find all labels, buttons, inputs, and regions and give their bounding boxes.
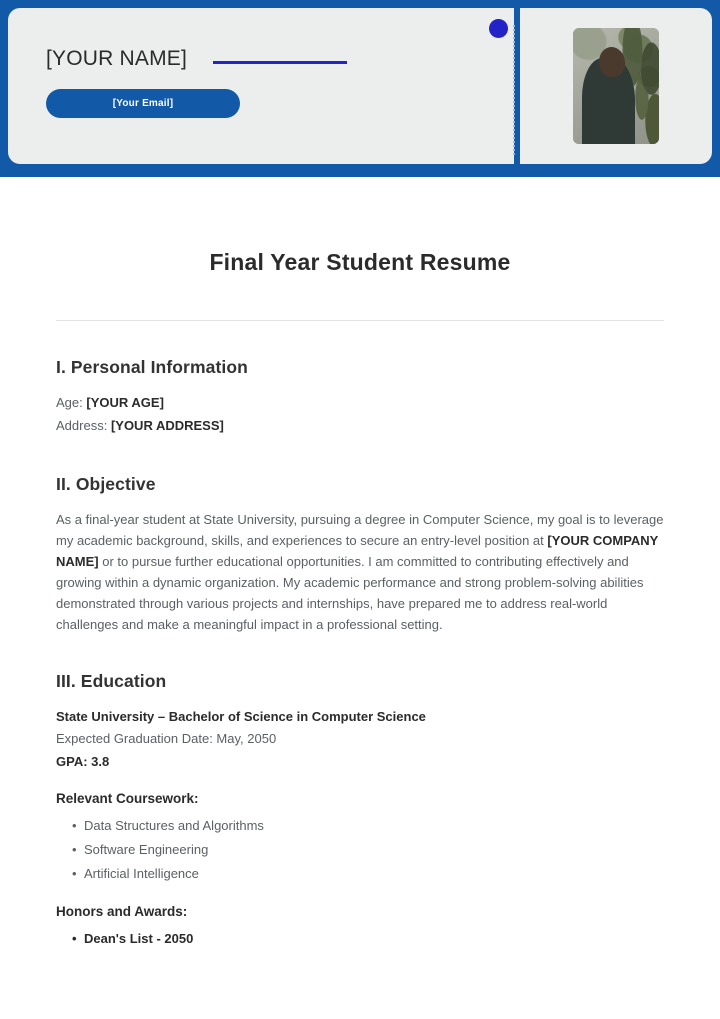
list-item: • Software Engineering [74,838,664,862]
name-placeholder[interactable]: [YOUR NAME] [46,47,188,70]
section-heading-personal-information: I. Personal Information [56,357,248,377]
header-photo-card [520,8,712,164]
header-card-group [8,8,712,164]
profile-photo [573,28,659,144]
education-school-line: State University – Bachelor of Science in Computer Science [56,708,426,724]
title-divider [56,320,664,321]
personal-info-row-address [56,415,664,438]
objective-text-part-2: or to pursue further educational opportunities. I am committed to contributing effectively and growing within a dynamic organization. My academic performance and strong problem-solving abilities demonstrated through various projects and internships, have prepared me to address real-world challenges and make a meaningful impact in a professional setting. [56,553,644,632]
objective-paragraph [56,509,664,635]
resume-header-band [0,0,720,177]
list-item: • Artificial Intelligence [74,862,664,886]
education-graduation-line: Expected Graduation Date: May, 2050 [56,731,277,747]
dot-icon [489,19,508,38]
resume-body [0,249,720,951]
education-gpa-line: GPA: 3.8 [56,753,110,769]
personal-info-row-age [56,392,664,415]
objective-text-part-1: As a final-year student at State University, pursuing a degree in Computer Science, my goal is to leverage my academic background, skills, and experiences to secure an entry-level position at [56,511,664,548]
age-value[interactable]: [YOUR AGE] [86,395,164,410]
coursework-heading: Relevant Coursework: [56,791,199,807]
coursework-list [56,814,664,886]
age-label: Age: [56,395,83,410]
address-label: Address: [56,417,108,433]
email-pill[interactable]: [Your Email] [46,89,240,118]
dotted-divider-icon [513,25,515,155]
education-block [56,706,664,773]
list-item: • Data Structures and Algorithms [74,814,664,838]
photo-person-head [599,47,625,77]
list-item: • Dean's List - 2050 [74,927,664,951]
name-underline-rule [213,61,347,64]
company-name-placeholder[interactable]: [YOUR COMPANY NAME] [56,532,659,569]
section-heading-objective: II. Objective [56,473,156,494]
honors-heading: Honors and Awards: [56,904,188,920]
address-value[interactable]: [YOUR ADDRESS] [110,417,224,433]
honors-list [56,927,664,951]
header-identity-card [8,8,514,164]
page-title: Final Year Student Resume [209,249,511,275]
name-row [46,48,514,69]
section-heading-education: III. Education [56,670,167,691]
